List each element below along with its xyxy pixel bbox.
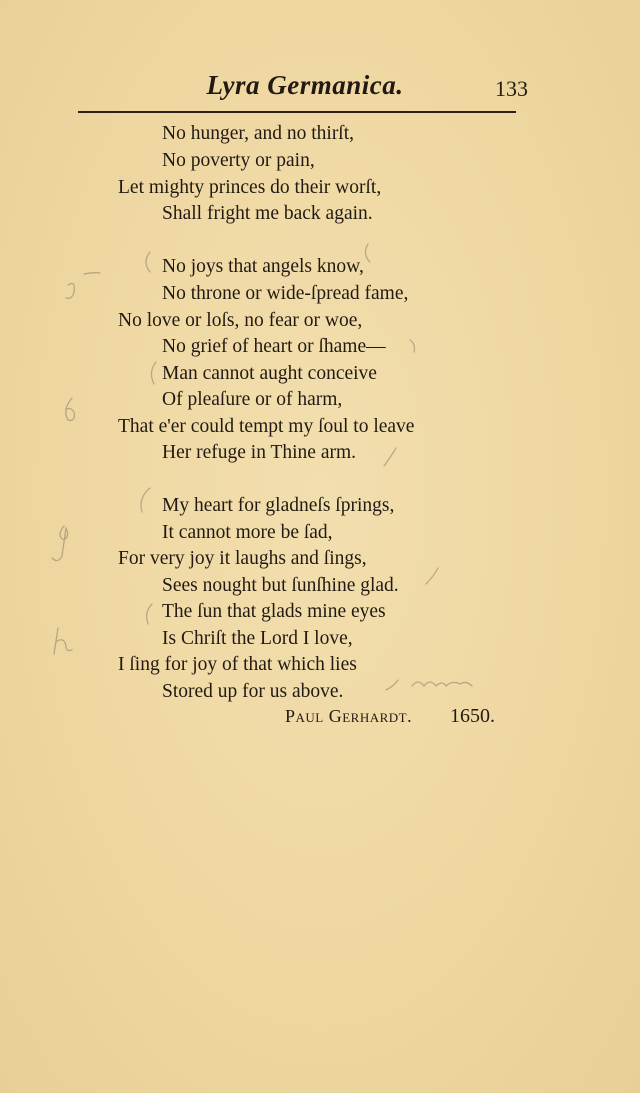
poem-line: Let mighty princes do their worſt, <box>118 177 382 198</box>
poem-line: No joys that angels know, <box>162 256 364 277</box>
poem-line: Of pleaſure or of harm, <box>162 389 343 410</box>
poem-line: For very joy it laughs and ſings, <box>118 548 367 569</box>
page-number: 133 <box>495 76 528 101</box>
poem-line: Stored up for us above. <box>162 681 344 702</box>
poem-line: No poverty or pain, <box>162 150 315 171</box>
pencil-mark <box>410 340 415 352</box>
pencil-mark <box>52 526 68 561</box>
poem-line: No hunger, and no thirſt, <box>162 123 355 144</box>
pencil-mark <box>147 604 152 624</box>
poem-line: No grief of heart or ſhame— <box>162 336 386 357</box>
poem-line: Her refuge in Thine arm. <box>162 442 357 463</box>
pencil-mark <box>66 284 74 299</box>
pencil-mark <box>54 628 72 654</box>
poem-line: Shall fright me back again. <box>162 203 373 224</box>
author-attribution: Paul Gerhardt. <box>285 706 413 726</box>
pencil-mark <box>365 244 370 262</box>
pencil-mark <box>66 398 75 420</box>
poem-line: My heart for gladneſs ſprings, <box>162 495 395 516</box>
poem-line: I ſing for joy of that which lies <box>118 654 357 675</box>
poem-line: Sees nought but ſunſhine glad. <box>162 575 399 596</box>
publication-year: 1650. <box>450 705 495 727</box>
poem-line: It cannot more be ſad, <box>162 522 333 543</box>
poem-line: No throne or wide-ſpread fame, <box>162 283 409 304</box>
pencil-mark <box>84 273 100 274</box>
pencil-mark <box>412 682 472 686</box>
pencil-mark <box>426 568 438 584</box>
pencil-mark <box>151 362 156 384</box>
pencil-mark <box>141 488 150 512</box>
pencil-mark <box>386 680 398 690</box>
poem-line: No love or loſs, no fear or woe, <box>118 310 363 331</box>
running-header-title: Lyra Germanica. <box>206 70 404 100</box>
poem-line: Is Chriſt the Lord I love, <box>162 628 353 649</box>
pencil-mark <box>146 252 150 272</box>
poem-line: The ſun that glads mine eyes <box>162 601 386 622</box>
poem-line: That e'er could tempt my ſoul to leave <box>118 416 415 437</box>
pencil-mark <box>384 448 396 466</box>
poem-line: Man cannot aught conceive <box>162 363 377 384</box>
